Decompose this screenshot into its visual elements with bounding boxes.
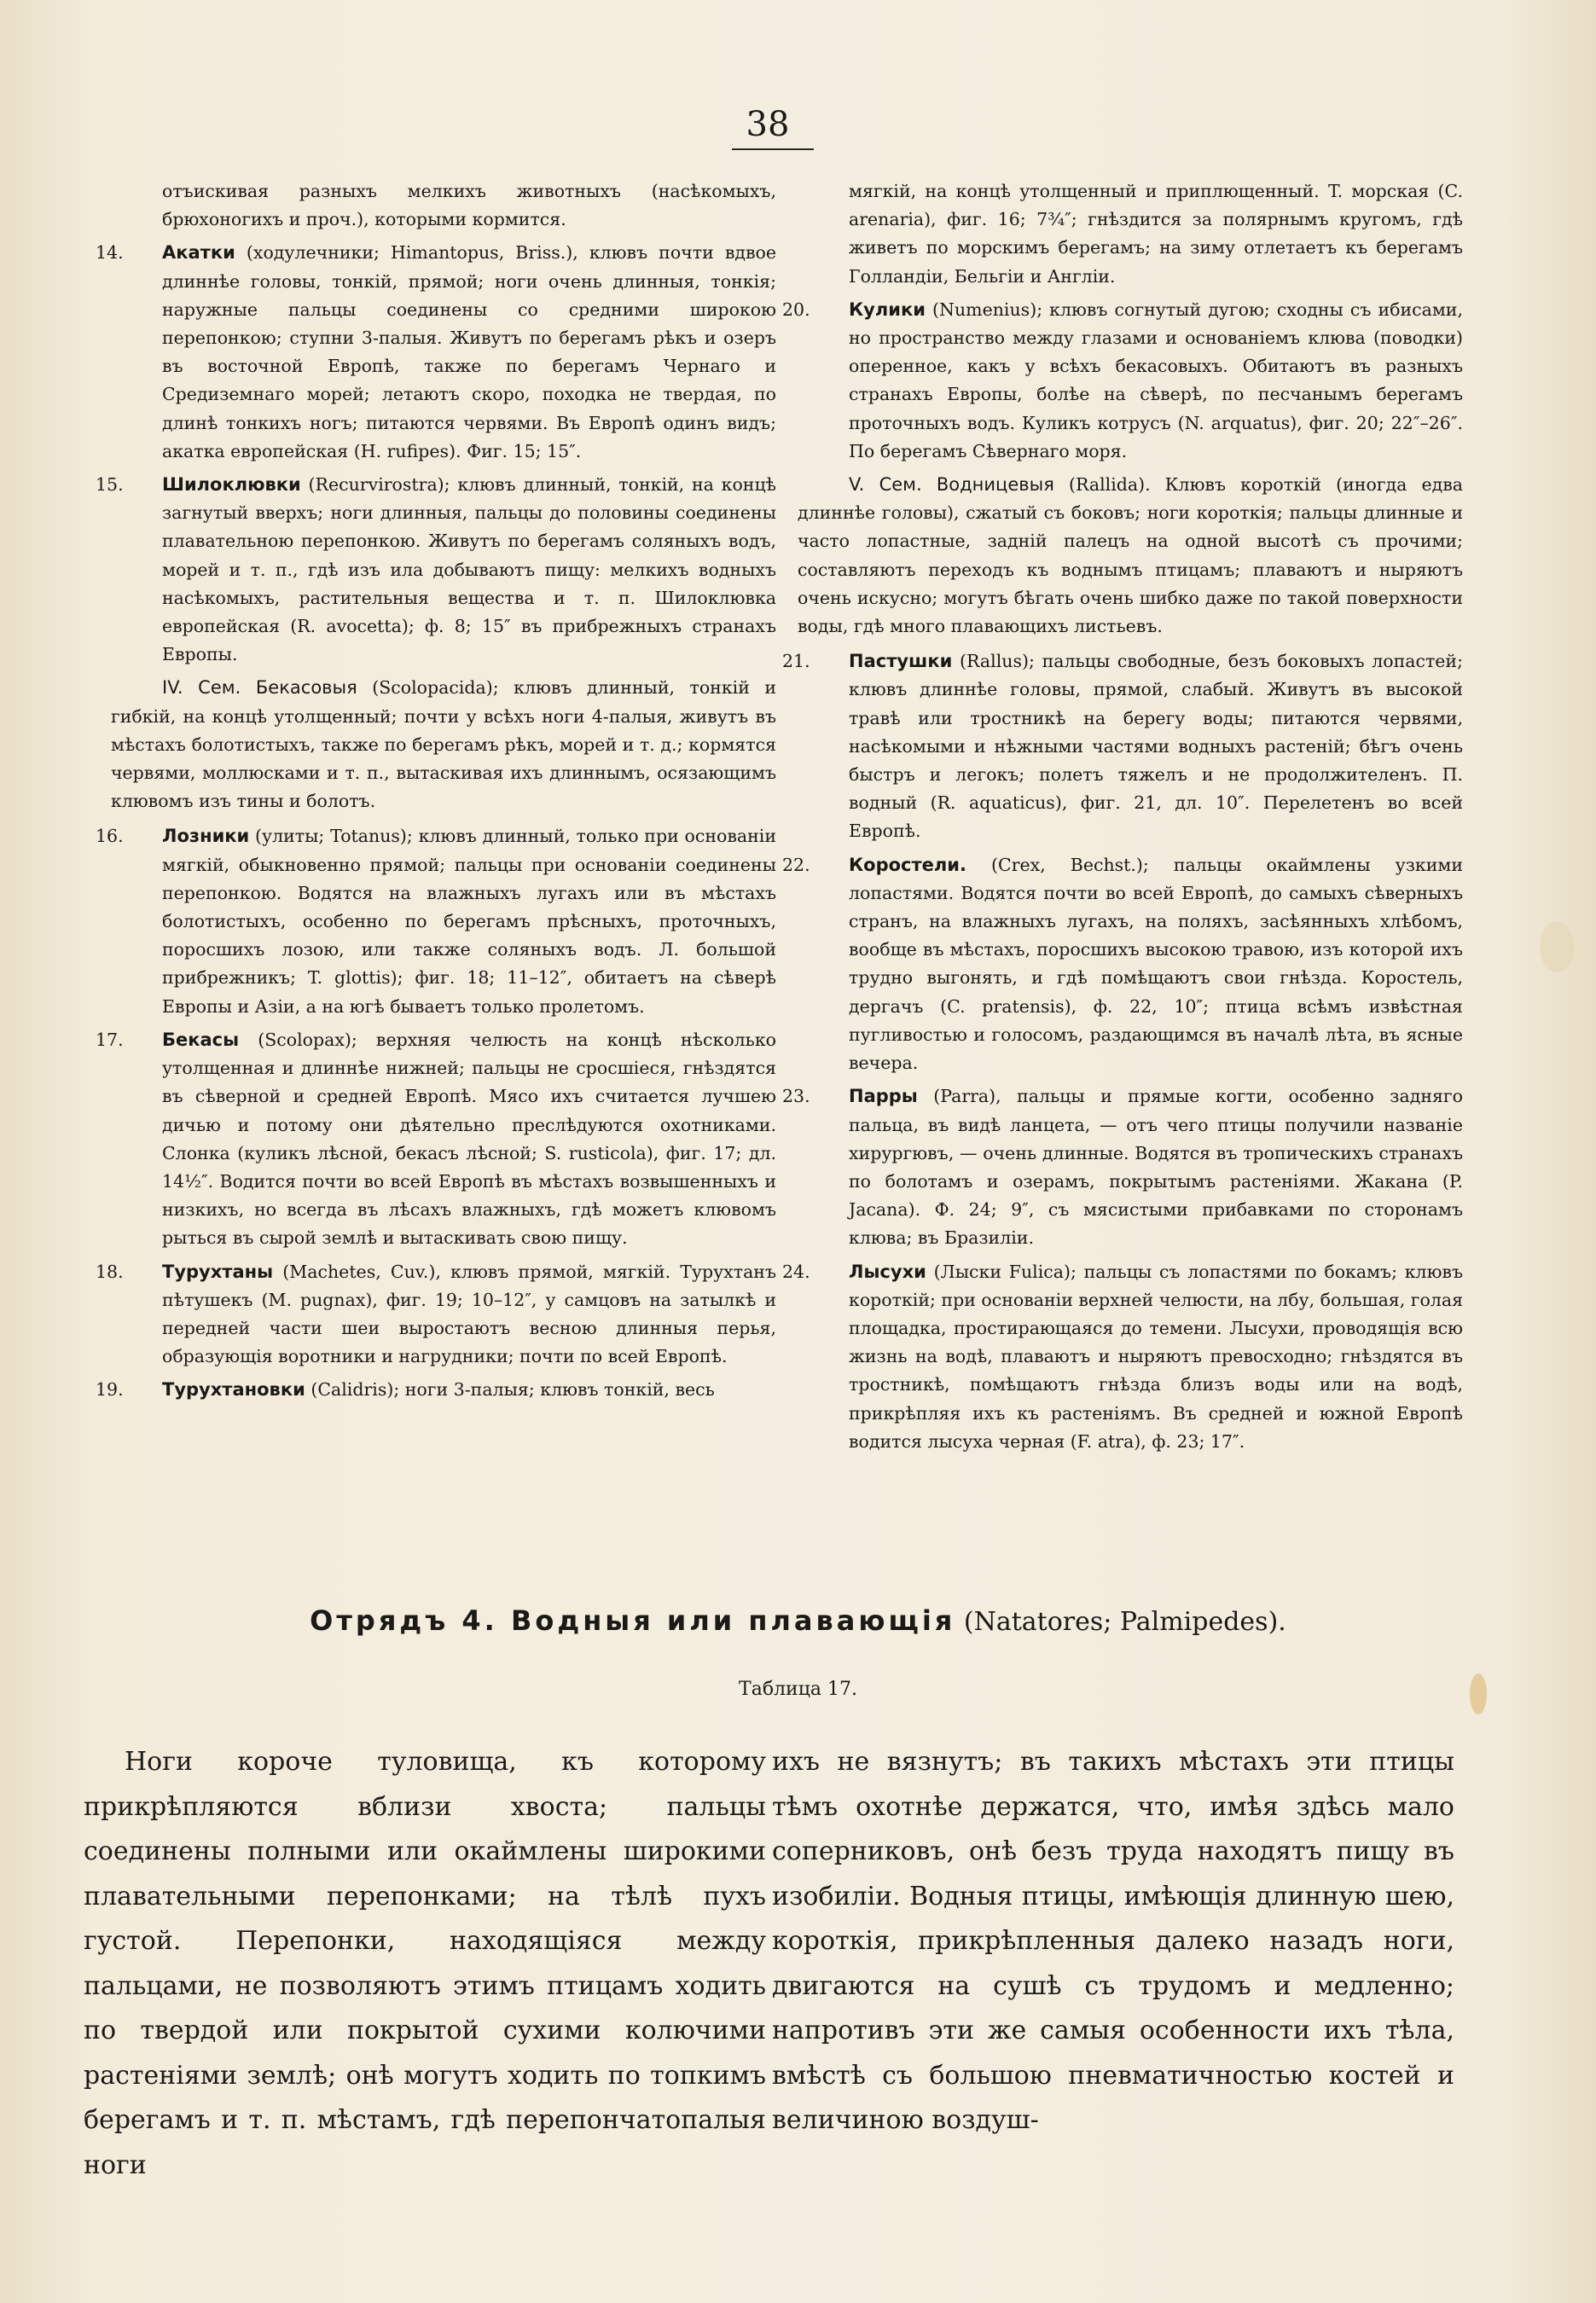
- genus-name: Лозники: [162, 826, 250, 847]
- entry-number: 20.: [782, 299, 810, 320]
- genus-entry: [772, 647, 1463, 845]
- entry-number: 24.: [782, 1261, 810, 1282]
- entry-number: 14.: [96, 242, 124, 264]
- continued-text: [772, 177, 1463, 291]
- genus-entry: [772, 296, 1463, 466]
- left-column: [85, 177, 776, 1410]
- entry-number: 22.: [782, 854, 810, 875]
- genus-entry: [85, 239, 776, 466]
- genus-name: Пастушки: [849, 651, 953, 672]
- entry-text: (Parra), пальцы и прямые когти, особенно задняго пальца, въ видѣ ланцета, — отъ чего птицы получили названіе хирургювъ, — очень длинные. Водятся въ тропическихъ странахъ по болотамъ и озерамъ, покрытымъ растеніями. Жакана (P. Jacana). Ф. 24; 9″, съ мясистыми прибавками по сторонамъ клюва; въ Бразиліи.: [849, 1086, 1463, 1249]
- entry-number: 23.: [782, 1086, 810, 1107]
- entry-text: (Rallus); пальцы свободные, безъ боковыхъ лопастей; клювъ длиннѣе головы, прямой, слабый. Живутъ въ высокой травѣ или тростникѣ на берегу воды; питаются червями, насѣкомыми и нѣжными частями водныхъ растеній; бѣгъ очень быстръ и легокъ; полетъ тяжелъ и не продолжителенъ. П. водный (R. aquaticus), фиг. 21, дл. 10″. Перелетенъ во всей Европѣ.: [849, 651, 1463, 842]
- entry-text: мягкій, на концѣ утолщенный и приплющенный. T. морская (C. arenaria), фиг. 16; 7¾″; гнѣздится за полярнымъ кругомъ, гдѣ живетъ по морскимъ берегамъ; на зиму отлетаетъ къ берегамъ Голландіи, Бельгіи и Англіи.: [849, 181, 1463, 287]
- section-title: [0, 1602, 1596, 1641]
- entry-number: 16.: [96, 826, 124, 847]
- family-name: IV. Сем. Бекасовыя: [162, 677, 357, 699]
- entry-text: (Recurvirostra); клювъ длинный, тонкій, на концѣ загнутый вверхъ; ноги длинныя, пальцы до половины соединены плавательною перепонкою. Живутъ по берегамъ соляныхъ водъ, морей и т. п., гдѣ изъ ила добываютъ пищу: мелкихъ водныхъ насѣкомыхъ, растительныя вещества и т. п. Шилоклювка европейская (R. avocetta); ф. 8; 15″ въ прибрежныхъ странахъ Европы.: [162, 474, 776, 665]
- entry-text: (Numenius); клювъ согнутый дугою; сходны съ ибисами, но пространство между глазами и основаніемъ клюва (поводки) оперенное, какъ у всѣхъ бекасовыхъ. Обитаютъ въ разныхъ странахъ Европы, болѣе на сѣверѣ, по песчанымъ берегамъ проточныхъ водъ. Куликъ котрусъ (N. arquatus), фиг. 20; 22″–26″. По берегамъ Сѣвернаго моря.: [849, 299, 1463, 461]
- genus-name: Парры: [849, 1086, 918, 1107]
- genus-name: Коростели.: [849, 854, 966, 875]
- entry-text: (Лыски Fulica); пальцы съ лопастями по бокамъ; клювъ короткій; при основаніи верхней челюсти, на лбу, большая, голая площадка, простирающаяся до темени. Лысухи, проводящія всю жизнь на водѣ, плаваютъ и ныряютъ превосходно; гнѣздятся въ тростникѣ, помѣщаютъ гнѣзда близъ воды или на водѣ, прикрѣпляя ихъ къ растеніямъ. Въ средней и южной Европѣ водится лысуха черная (F. atra), ф. 23; 17″.: [849, 1261, 1464, 1452]
- entry-text: отъискивая разныхъ мелкихъ животныхъ (насѣкомыхъ, брюхоногихъ и проч.), которыми кормится.: [162, 181, 776, 230]
- body-text-right: ихъ не вязнутъ; въ такихъ мѣстахъ эти птицы тѣмъ охотнѣе держатся, что, имѣя здѣсь мало соперниковъ, онѣ безъ труда находятъ пищу въ изобиліи. Водныя птицы, имѣющія длинную шею, короткія, прикрѣпленныя далеко назадъ ноги, двигаются на сушѣ съ трудомъ и медленно; напротивъ эти же самыя особенности ихъ тѣла, вмѣстѣ съ большою пневматичностью костей и величиною воздуш-: [772, 1747, 1454, 2135]
- entry-number: 17.: [96, 1029, 124, 1050]
- family-text: (Scolopacida); клювъ длинный, тонкій и гибкій, на концѣ утолщенный; почти у всѣхъ ноги 4-палыя, живутъ въ мѣстахъ болотистыхъ, также по берегамъ рѣкъ, морей и т. д.; кормятся червями, моллюсками и т. п., вытаскивая ихъ длиннымъ, осязающимъ клювомъ изъ тины и болотъ.: [111, 677, 777, 812]
- family-heading: [772, 471, 1463, 641]
- table-label: Таблица 17.: [739, 1679, 857, 1700]
- entry-text: (Scolopax); верхняя челюсть на концѣ нѣсколько утолщенная и длиннѣе нижней; пальцы не сросшіеся, гнѣздятся въ сѣверной и средней Европѣ. Мясо ихъ считается лучшею дичью и потому они дѣятельно преслѣдуются охотниками. Слонка (куликъ лѣсной, бекасъ лѣсной; S. rusticola), фиг. 17; дл. 14½″. Водится почти во всей Европѣ въ мѣстахъ возвышенныхъ и низкихъ, но всегда въ лѣсахъ влажныхъ, гдѣ можетъ клювомъ рыться въ сырой землѣ и вытаскивать свою пищу.: [162, 1029, 776, 1249]
- paper-stain: [1540, 921, 1574, 972]
- genus-entry: [85, 1376, 776, 1404]
- entry-text: (Crex, Bechst.); пальцы окаймлены узкими лопастями. Водятся почти во всей Европѣ, до самыхъ сѣверныхъ странъ, на влажныхъ лугахъ, на поляхъ, засѣянныхъ хлѣбомъ, вообще въ мѣстахъ, поросшихъ высокою травою, изъ которой ихъ трудно выгонять, и гдѣ помѣщаютъ свои гнѣзда. Коростель, дергачъ (C. pratensis), ф. 22, 10″; птица всѣмъ извѣстная пугливостью и голосомъ, раздающимся въ началѣ лѣта, въ ясные вечера.: [849, 854, 1463, 1074]
- genus-entry: [85, 471, 776, 669]
- genus-name: Турухтаны: [162, 1261, 274, 1282]
- genus-name: Бекасы: [162, 1029, 240, 1050]
- continued-text: [85, 177, 776, 234]
- family-name: V. Сем. Водницевыя: [849, 474, 1054, 496]
- entry-number: 21.: [782, 651, 810, 672]
- genus-entry: [85, 822, 776, 1020]
- page-number: 38: [746, 105, 790, 144]
- genus-name: Акатки: [162, 242, 235, 264]
- genus-entry: [85, 1258, 776, 1372]
- genus-entry: [772, 851, 1463, 1078]
- genus-entry: [772, 1082, 1463, 1252]
- entry-number: 15.: [96, 474, 124, 496]
- entry-text: (Machetes, Cuv.), клювъ прямой, мягкій. Турухтанъ пѣтушекъ (M. pugnax), фиг. 19; 10–12″, у самцовъ на затылкѣ и передней части шеи выростаютъ весною длинныя перья, образующія воротники и нагрудники; почти по всей Европѣ.: [162, 1261, 776, 1367]
- page-number-rule: [732, 148, 814, 150]
- entry-text: (Calidris); ноги 3-палыя; клювъ тонкій, весь: [305, 1379, 715, 1401]
- section-title-main: Отрядъ 4. Водныя или плавающія: [310, 1604, 956, 1637]
- right-column: [772, 177, 1463, 1461]
- genus-entry: [85, 1026, 776, 1253]
- genus-name: Кулики: [849, 299, 926, 320]
- family-text: (Rallida). Клювъ короткій (иногда едва длиннѣе головы), сжатый съ боковъ; ноги короткія; пальцы длинные и часто лопастные, задній палецъ на одной высотѣ съ прочими; составляютъ переходъ къ воднымъ птицамъ; плаваютъ и ныряютъ очень искусно; могутъ бѣгать очень шибко даже по такой поверхности воды, гдѣ много плавающихъ листьевъ.: [798, 474, 1463, 637]
- body-text-left: Ноги короче туловища, къ которому прикрѣпляются вблизи хвоста; пальцы соединены полными или окаймлены широкими плавательными перепонками; на тѣлѣ пухъ густой. Перепонки, находящіяся между пальцами, не позволяютъ этимъ птицамъ ходить по твердой или покрытой сухими колючими растеніями землѣ; онѣ могутъ ходить по топкимъ берегамъ и т. п. мѣстамъ, гдѣ перепончатопалыя ноги: [84, 1747, 766, 2180]
- genus-name: Шилоклювки: [162, 474, 301, 496]
- genus-name: Турухтановки: [162, 1379, 305, 1401]
- section-title-latin: (Natatores; Palmipedes).: [955, 1607, 1286, 1637]
- entry-text: (улиты; Totanus); клювъ длинный, только при основаніи мягкій, обыкновенно прямой; пальцы при основаніи соединены перепонкою. Водятся на влажныхъ лугахъ или въ мѣстахъ болотистыхъ, особенно по берегамъ прѣсныхъ, проточныхъ, поросшихъ лозою, или также соляныхъ водъ. Л. большой прибрежникъ; T. glottis); фиг. 18; 11–12″, обитаетъ на сѣверѣ Европы и Азіи, а на югѣ бываетъ только пролетомъ.: [162, 826, 776, 1017]
- entry-text: (ходулечники; Himantopus, Briss.), клювъ почти вдвое длиннѣе головы, тонкій, прямой; ноги очень длинныя, тонкія; наружные пальцы соединены со средними широкою перепонкою; ступни 3-палыя. Живутъ по берегамъ рѣкъ и озеръ въ восточной Европѣ, также по берегамъ Чернаго и Средиземнаго морей; летаютъ скоро, походка не твердая, по длинѣ тонкихъ ногъ; питаются червями. Въ Европѣ одинъ видъ; акатка европейская (H. rufipes). Фиг. 15; 15″.: [162, 242, 776, 461]
- family-heading: [85, 674, 776, 815]
- genus-entry: [772, 1258, 1463, 1456]
- entry-number: 18.: [96, 1261, 124, 1282]
- genus-name: Лысухи: [849, 1261, 926, 1282]
- entry-number: 19.: [96, 1379, 124, 1401]
